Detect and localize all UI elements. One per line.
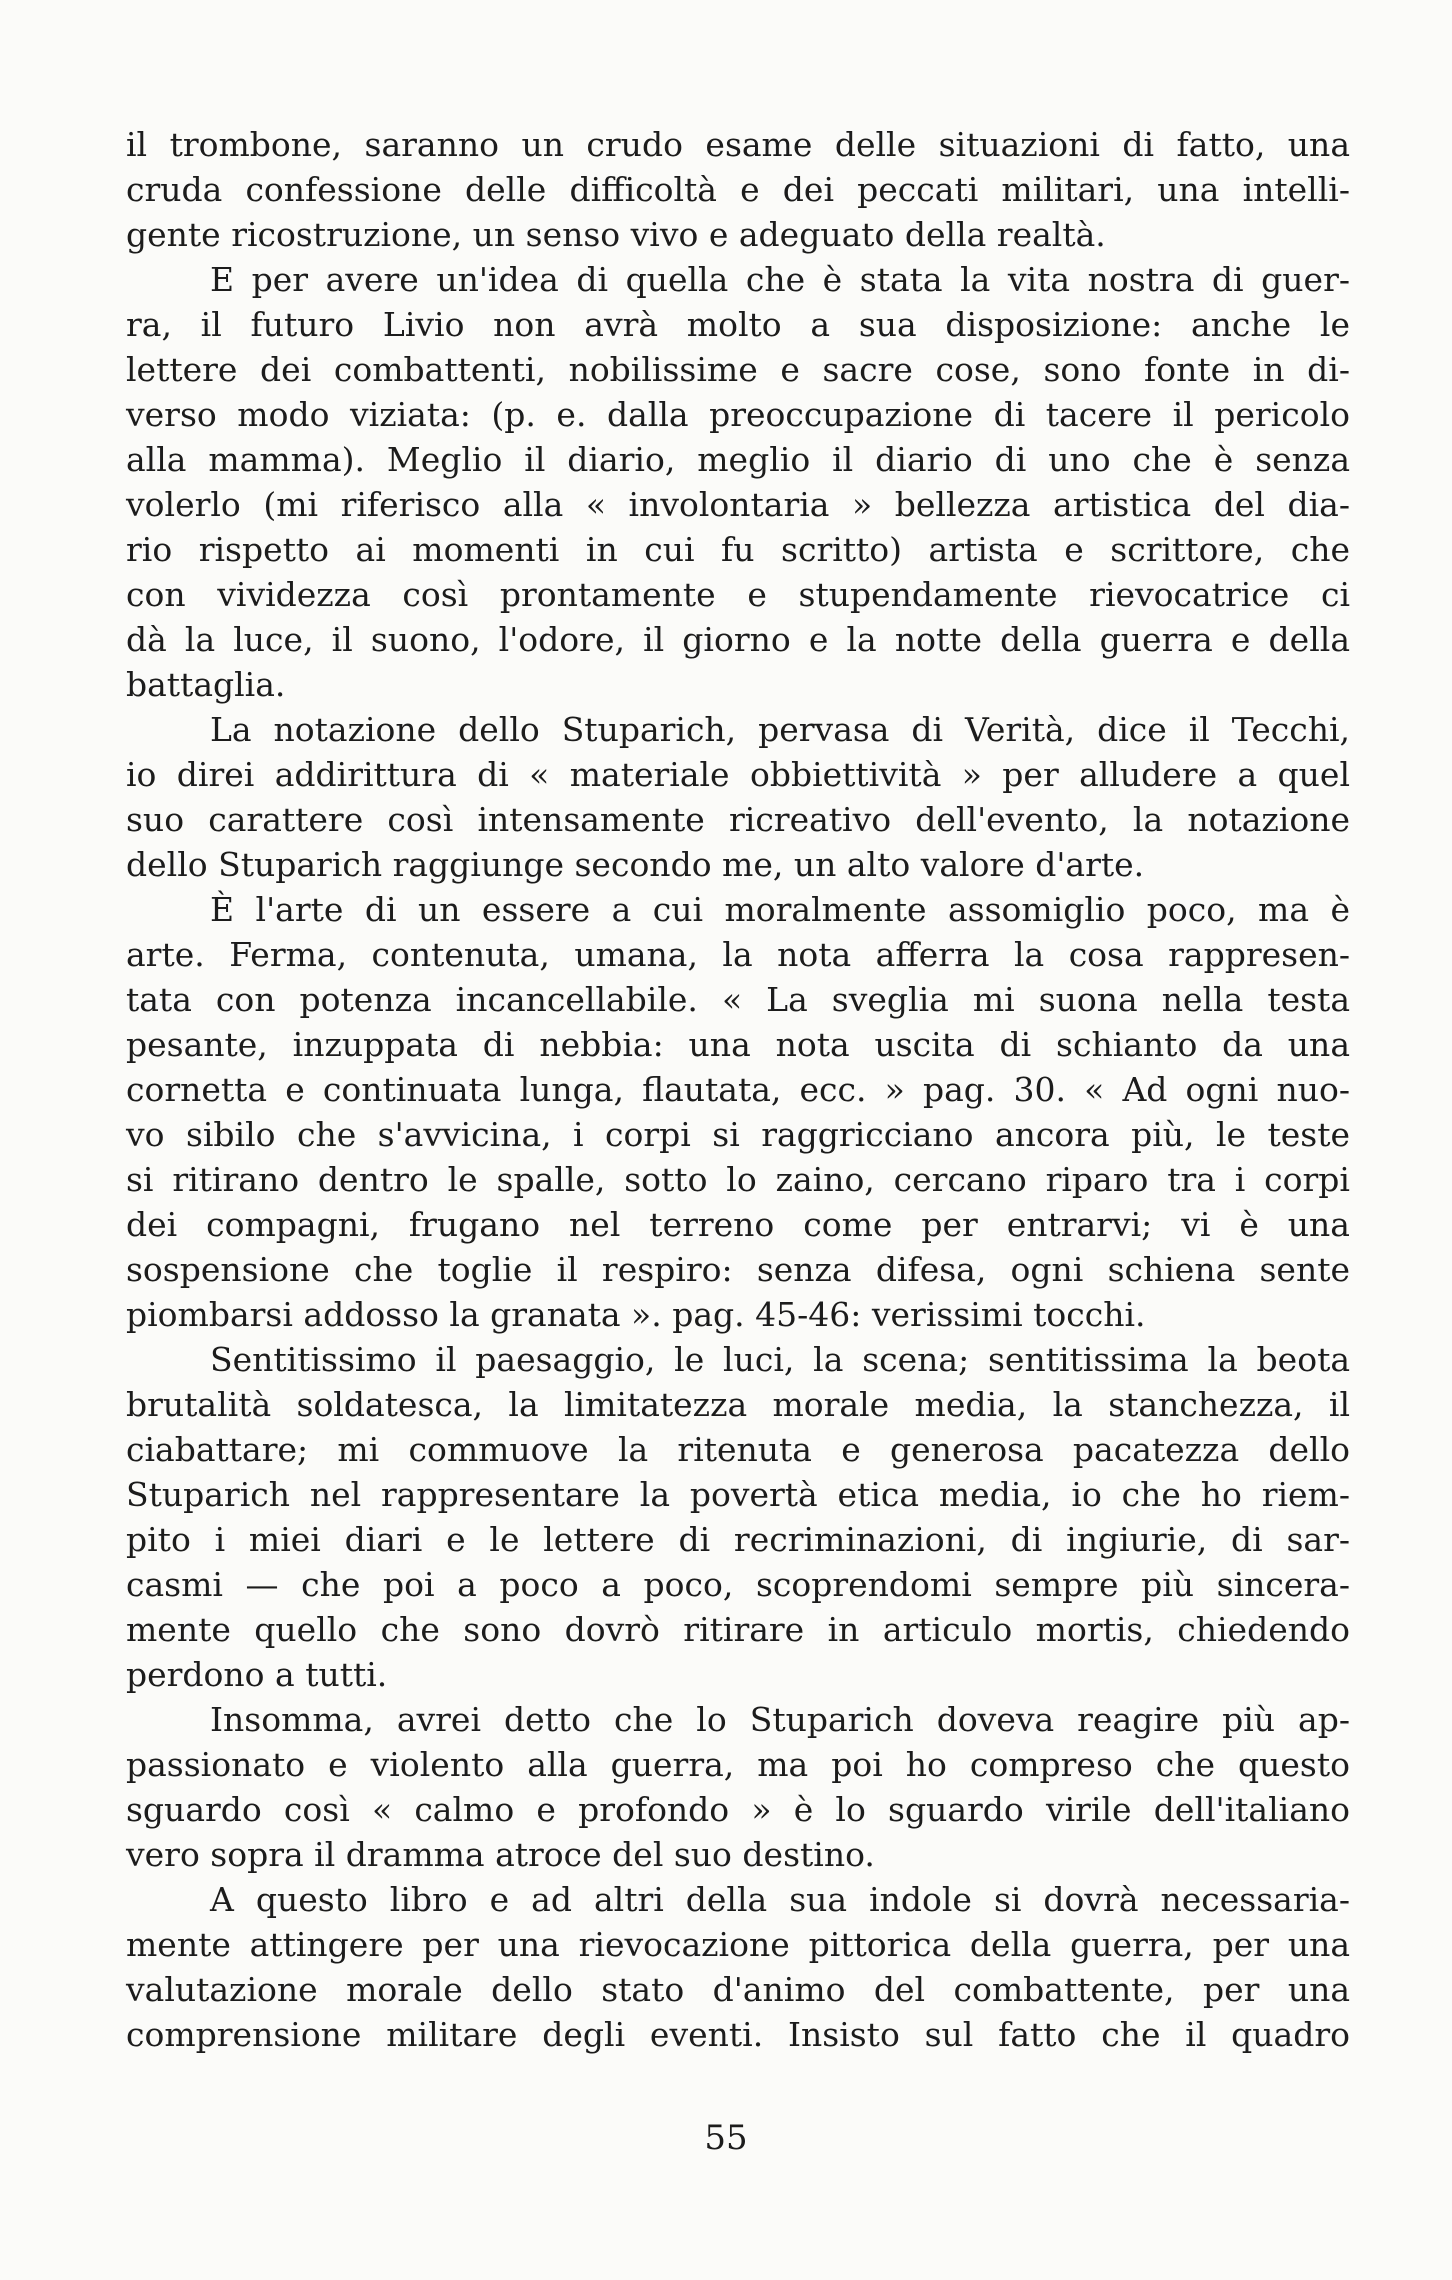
paragraph	[126, 707, 1350, 887]
text-line: casmi — che poi a poco a poco, scoprendomi sempre più sincera-	[126, 1565, 1350, 1604]
text-line: brutalità soldatesca, la limitatezza morale media, la stanchezza, il	[126, 1385, 1350, 1424]
text-line: verso modo viziata: (p. e. dalla preoccupazione di tacere il pericolo	[126, 395, 1350, 434]
text-line: passionato e violento alla guerra, ma poi ho compreso che questo	[126, 1745, 1350, 1784]
text-line: comprensione militare degli eventi. Insisto sul fatto che il quadro	[126, 2015, 1350, 2054]
text-line: suo carattere così intensamente ricreativo dell'evento, la notazione	[126, 800, 1350, 839]
text-line: pito i miei diari e le lettere di recriminazioni, di ingiurie, di sar-	[126, 1520, 1350, 1559]
text-line: E per avere un'idea di quella che è stata la vita nostra di guer-	[210, 260, 1350, 299]
text-line: lettere dei combattenti, nobilissime e sacre cose, sono fonte in di-	[126, 350, 1350, 389]
body-text	[126, 122, 1350, 2057]
text-line: È l'arte di un essere a cui moralmente assomiglio poco, ma è	[210, 890, 1350, 929]
text-line: si ritirano dentro le spalle, sotto lo zaino, cercano riparo tra i corpi	[126, 1160, 1350, 1199]
paragraph	[126, 257, 1350, 707]
text-line: La notazione dello Stuparich, pervasa di Verità, dice il Tecchi,	[210, 710, 1350, 749]
text-line: valutazione morale dello stato d'animo del combattente, per una	[126, 1970, 1350, 2009]
text-line: dà la luce, il suono, l'odore, il giorno e la notte della guerra e della	[126, 620, 1350, 659]
text-line: mente attingere per una rievocazione pittorica della guerra, per una	[126, 1925, 1350, 1964]
text-line: Insomma, avrei detto che lo Stuparich doveva reagire più ap-	[210, 1700, 1350, 1739]
text-line: tata con potenza incancellabile. « La sveglia mi suona nella testa	[126, 980, 1350, 1019]
text-line: alla mamma). Meglio il diario, meglio il diario di uno che è senza	[126, 440, 1350, 479]
text-line: sospensione che toglie il respiro: senza difesa, ogni schiena sente	[126, 1250, 1350, 1289]
text-line: gente ricostruzione, un senso vivo e adeguato della realtà.	[126, 215, 1106, 254]
paragraph	[126, 1877, 1350, 2057]
text-line: dello Stuparich raggiunge secondo me, un alto valore d'arte.	[126, 845, 1145, 884]
text-line: battaglia.	[126, 665, 286, 704]
text-line: arte. Ferma, contenuta, umana, la nota afferra la cosa rappresen-	[126, 935, 1350, 974]
text-line: dei compagni, frugano nel terreno come per entrarvi; vi è una	[126, 1205, 1350, 1244]
paragraph	[126, 887, 1350, 1337]
paragraph	[126, 1337, 1350, 1697]
text-line: Sentitissimo il paesaggio, le luci, la scena; sentitissima la beota	[210, 1340, 1350, 1379]
paragraph	[126, 1697, 1350, 1877]
paragraph	[126, 122, 1350, 257]
text-line: perdono a tutti.	[126, 1655, 388, 1694]
text-line: io direi addirittura di « materiale obbiettività » per alludere a quel	[126, 755, 1350, 794]
text-line: il trombone, saranno un crudo esame delle situazioni di fatto, una	[126, 125, 1350, 164]
text-line: pesante, inzuppata di nebbia: una nota uscita di schianto da una	[126, 1025, 1350, 1064]
text-line: cornetta e continuata lunga, flautata, ecc. » pag. 30. « Ad ogni nuo-	[126, 1070, 1350, 1109]
text-line: vo sibilo che s'avvicina, i corpi si raggricciano ancora più, le teste	[126, 1115, 1350, 1154]
text-line: volerlo (mi riferisco alla « involontaria » bellezza artistica del dia-	[126, 485, 1350, 524]
page-number: 55	[704, 2118, 748, 2158]
text-line: rio rispetto ai momenti in cui fu scritto) artista e scrittore, che	[126, 530, 1350, 569]
text-line: ra, il futuro Livio non avrà molto a sua disposizione: anche le	[126, 305, 1350, 344]
text-line: vero sopra il dramma atroce del suo destino.	[126, 1835, 875, 1874]
text-line: sguardo così « calmo e profondo » è lo sguardo virile dell'italiano	[126, 1790, 1350, 1829]
text-line: A questo libro e ad altri della sua indole si dovrà necessaria-	[210, 1880, 1350, 1919]
text-line: piombarsi addosso la granata ». pag. 45-46: verissimi tocchi.	[126, 1295, 1146, 1334]
text-line: con vividezza così prontamente e stupendamente rievocatrice ci	[126, 575, 1350, 614]
text-line: cruda confessione delle difficoltà e dei peccati militari, una intelli-	[126, 170, 1350, 209]
text-line: Stuparich nel rappresentare la povertà etica media, io che ho riem-	[126, 1475, 1350, 1514]
text-line: ciabattare; mi commuove la ritenuta e generosa pacatezza dello	[126, 1430, 1350, 1469]
text-line: mente quello che sono dovrò ritirare in articulo mortis, chiedendo	[126, 1610, 1350, 1649]
